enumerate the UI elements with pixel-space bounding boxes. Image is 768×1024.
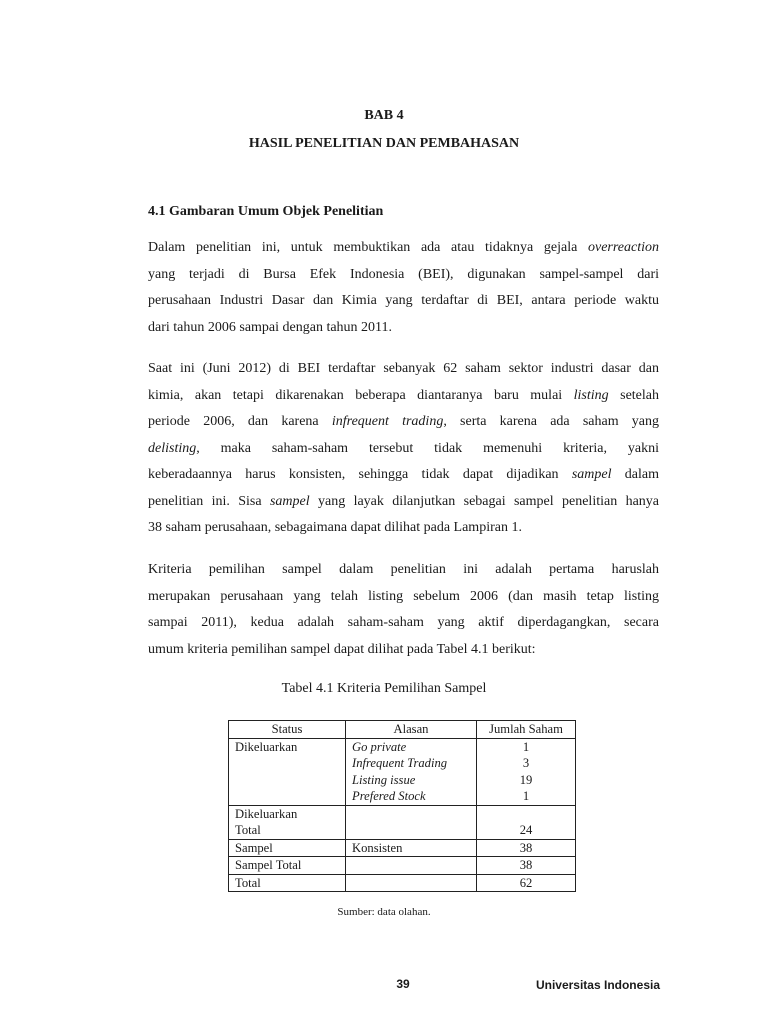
cell-reason: Go private bbox=[346, 738, 477, 755]
cell-status: Total bbox=[229, 822, 346, 839]
table-row bbox=[229, 839, 576, 857]
page-number: 39 bbox=[396, 977, 410, 991]
table-row bbox=[229, 805, 576, 822]
paragraph-2 bbox=[148, 356, 659, 542]
header-count: Jumlah Saham bbox=[477, 721, 576, 739]
text-run: kimia, akan tetapi dikarenakan beberapa diantaranya baru mulai bbox=[148, 387, 563, 403]
paragraph-line bbox=[148, 462, 659, 489]
paragraph-line: yang terjadi di Bursa Efek Indonesia (BEI), digunakan sampel-sampel dari bbox=[148, 266, 659, 282]
italic-term: infrequent trading bbox=[331, 414, 444, 429]
cell-reason: Prefered Stock bbox=[346, 788, 477, 805]
cell-count: 19 bbox=[477, 772, 576, 789]
paragraph-line bbox=[148, 436, 659, 463]
cell-reason: Listing issue bbox=[346, 772, 477, 789]
cell-reason bbox=[346, 857, 477, 875]
cell-count: 62 bbox=[477, 874, 576, 892]
italic-term: sampel bbox=[269, 493, 310, 509]
cell-count: 1 bbox=[477, 738, 576, 755]
paragraph-1 bbox=[148, 235, 659, 341]
cell-reason bbox=[346, 822, 477, 839]
cell-count: 24 bbox=[477, 822, 576, 839]
cell-count: 1 bbox=[477, 788, 576, 805]
table-header-row bbox=[229, 721, 576, 739]
text-run: setelah bbox=[620, 387, 659, 403]
cell-status: Sampel bbox=[229, 839, 346, 857]
header-status: Status bbox=[229, 721, 346, 739]
paragraph-line bbox=[148, 409, 659, 436]
text-run: , serta karena ada saham yang bbox=[443, 414, 660, 429]
cell-count bbox=[477, 805, 576, 822]
table-row bbox=[229, 772, 576, 789]
text-run: penelitian ini. Sisa bbox=[148, 493, 262, 509]
cell-count: 38 bbox=[477, 857, 576, 875]
paragraph-line bbox=[148, 383, 659, 410]
cell-status: Sampel Total bbox=[229, 857, 346, 875]
cell-status: Total bbox=[229, 874, 346, 892]
italic-term: delisting bbox=[148, 440, 197, 456]
table-row bbox=[229, 857, 576, 875]
chapter-title: HASIL PENELITIAN DAN PEMBAHASAN bbox=[248, 136, 520, 151]
text-run: Dalam penelitian ini, untuk membuktikan ada atau tidaknya gejala bbox=[148, 240, 578, 255]
cell-count: 3 bbox=[477, 755, 576, 772]
paragraph-line bbox=[148, 489, 659, 516]
cell-count: 38 bbox=[477, 839, 576, 857]
criteria-table bbox=[228, 720, 576, 892]
cell-status bbox=[229, 755, 346, 772]
cell-status: Dikeluarkan bbox=[229, 805, 346, 822]
cell-reason: Infrequent Trading bbox=[346, 755, 477, 772]
paragraph-line: umum kriteria pemilihan sampel dapat dilihat pada Tabel 4.1 berikut: bbox=[148, 641, 536, 657]
cell-reason bbox=[346, 805, 477, 822]
paragraph-line: Saat ini (Juni 2012) di BEI terdaftar sebanyak 62 saham sektor industri dasar dan bbox=[148, 361, 659, 376]
text-run: , maka saham-saham tersebut tidak memenuhi kriteria, yakni bbox=[196, 440, 659, 456]
table-row bbox=[229, 822, 576, 839]
italic-term: overreaction bbox=[588, 240, 660, 255]
text-run: keberadaannya harus konsisten, sehingga tidak dapat dijadikan bbox=[148, 467, 559, 482]
italic-term: listing bbox=[573, 387, 609, 403]
table-row bbox=[229, 738, 576, 755]
table-caption: Tabel 4.1 Kriteria Pemilihan Sampel bbox=[281, 681, 487, 696]
text-run: periode 2006, dan karena bbox=[148, 414, 319, 429]
header-reason: Alasan bbox=[346, 721, 477, 739]
cell-status bbox=[229, 788, 346, 805]
table-row bbox=[229, 755, 576, 772]
paragraph-3 bbox=[148, 557, 659, 663]
section-heading: 4.1 Gambaran Umum Objek Penelitian bbox=[148, 204, 384, 219]
paragraph-line: 38 saham perusahaan, sebagaimana dapat dilihat pada Lampiran 1. bbox=[148, 520, 522, 535]
table-row bbox=[229, 788, 576, 805]
footer-institution: Universitas Indonesia bbox=[535, 978, 660, 992]
cell-status: Dikeluarkan bbox=[229, 738, 346, 755]
paragraph-line: merupakan perusahaan yang telah listing sebelum 2006 (dan masih tetap listing bbox=[148, 588, 659, 604]
cell-reason bbox=[346, 874, 477, 892]
paragraph-line: dari tahun 2006 sampai dengan tahun 2011. bbox=[148, 319, 393, 335]
paragraph-line: perusahaan Industri Dasar dan Kimia yang terdaftar di BEI, antara periode waktu bbox=[148, 293, 659, 308]
paragraph-line bbox=[148, 235, 659, 262]
table-row bbox=[229, 874, 576, 892]
paragraph-line: sampai 2011), kedua adalah saham-saham yang aktif diperdagangkan, secara bbox=[148, 615, 659, 630]
text-run: yang layak dilanjutkan sebagai sampel penelitian hanya bbox=[317, 493, 659, 509]
text-run: dalam bbox=[624, 467, 660, 482]
paragraph-line: Kriteria pemilihan sampel dalam penelitian ini adalah pertama haruslah bbox=[148, 562, 659, 577]
source-note: Sumber: data olahan. bbox=[337, 906, 431, 918]
italic-term: sampel bbox=[571, 467, 612, 482]
chapter-number: BAB 4 bbox=[364, 108, 404, 123]
cell-status bbox=[229, 772, 346, 789]
cell-reason: Konsisten bbox=[346, 839, 477, 857]
